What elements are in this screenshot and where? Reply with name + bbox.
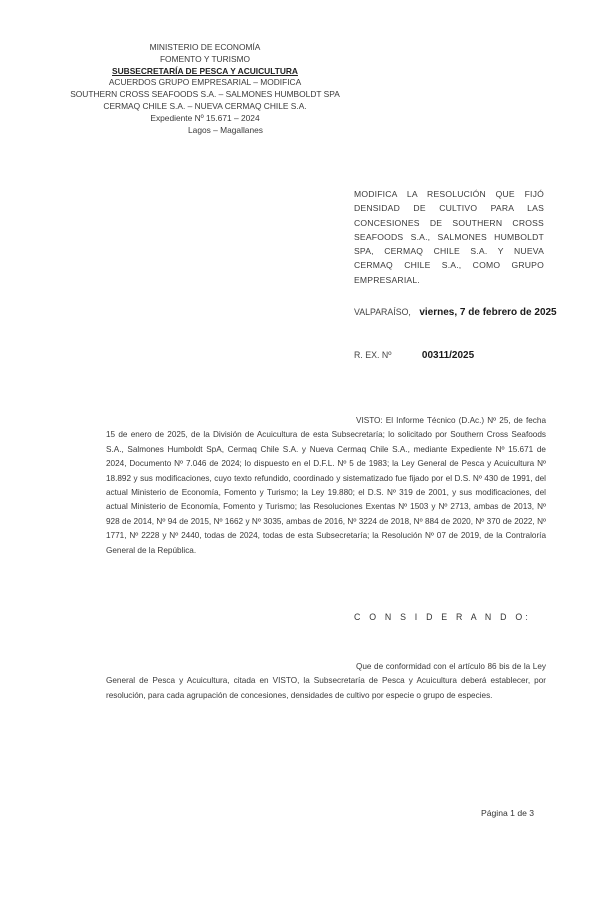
companies-line-2: CERMAQ CHILE S.A. – NUEVA CERMAQ CHILE S.A. bbox=[103, 100, 307, 111]
letterhead bbox=[40, 42, 370, 136]
subsecretaria-name: SUBSECRETARÍA DE PESCA Y ACUICULTURA bbox=[112, 65, 298, 76]
expediente-line: Expediente Nº 15.671 – 2024 bbox=[150, 112, 260, 123]
considerando-heading: C O N S I D E R A N D O: bbox=[354, 612, 532, 622]
resolution-date: viernes, 7 de febrero de 2025 bbox=[419, 307, 557, 318]
date-line bbox=[354, 307, 557, 318]
visto-paragraph: VISTO: El Informe Técnico (D.Ac.) Nº 25, de fecha 15 de enero de 2025, de la División de Acuicultura de esta Subsecretaría; lo solicitado por Southern Cross Seafoods S.A., Salmones Humboldt SpA, Cermaq Chile S.A. y Nueva Cermaq Chile S.A., mediante Expediente Nº 15.671 de 2024, Documento Nº 7.046 de 2024; lo dispuesto en el D.F.L. Nº 5 de 1983; la Ley General de Pesca y Acuicultura Nº 18.892 y sus modificaciones, cuyo texto refundido, coordinado y sistematizado fue fijado por el D.S. Nº 430 de 1991, del actual Ministerio de Economía, Fomento y Turismo; la Ley 19.880; el D.S. Nº 319 de 2001, y sus modificaciones, del actual Ministerio de Economía, Fomento y Turismo; las Resoluciones Exentas Nº 1503 y Nº 2713, ambas de 2013, Nº 928 de 2014, Nº 94 de 2015, Nº 1662 y Nº 3035, ambas de 2016, Nº 3224 de 2018, Nº 884 de 2020, Nº 370 de 2022, Nº 1771, Nº 2228 y Nº 2440, todas de 2024, todas de esta Subsecretaría; la Resolución Nº 07 de 2019, de la Contraloría General de la República. bbox=[106, 416, 546, 555]
companies-line-1: SOUTHERN CROSS SEAFOODS S.A. – SALMONES HUMBOLDT SPA bbox=[70, 89, 340, 100]
rex-number: 00311/2025 bbox=[421, 350, 475, 361]
ministry-name: MINISTERIO DE ECONOMÍA bbox=[149, 42, 261, 52]
resolution-subject: MODIFICA LA RESOLUCIÓN QUE FIJÓ DENSIDAD DE CULTIVO PARA LAS CONCESIONES DE SOUTHERN CROSS SEAFOODS S.A., SALMONES HUMBOLDT SPA, CERMAQ CHILE S.A. Y NUEVA CERMAQ CHILE S.A., COMO GRUPO EMPRESARIAL. bbox=[354, 189, 544, 285]
considerando-paragraph: Que de conformidad con el artículo 86 bis de la Ley General de Pesca y Acuicultura, citada en VISTO, la Subsecretaría de Pesca y Acuicultura deberá establecer, por resolución, para cada agrupación de concesiones, densidades de cultivo por especie o grupo de especies. bbox=[106, 662, 546, 700]
rex-label: R. EX. Nº bbox=[354, 350, 392, 360]
ministry-subtitle: FOMENTO Y TURISMO bbox=[159, 53, 251, 64]
page-number: Página 1 de 3 bbox=[481, 808, 535, 818]
subject-line: ACUERDOS GRUPO EMPRESARIAL – MODIFICA bbox=[108, 77, 302, 88]
place-label: VALPARAÍSO, bbox=[354, 307, 411, 317]
rex-line bbox=[354, 350, 474, 361]
region-line: Lagos – Magallanes bbox=[188, 124, 263, 135]
